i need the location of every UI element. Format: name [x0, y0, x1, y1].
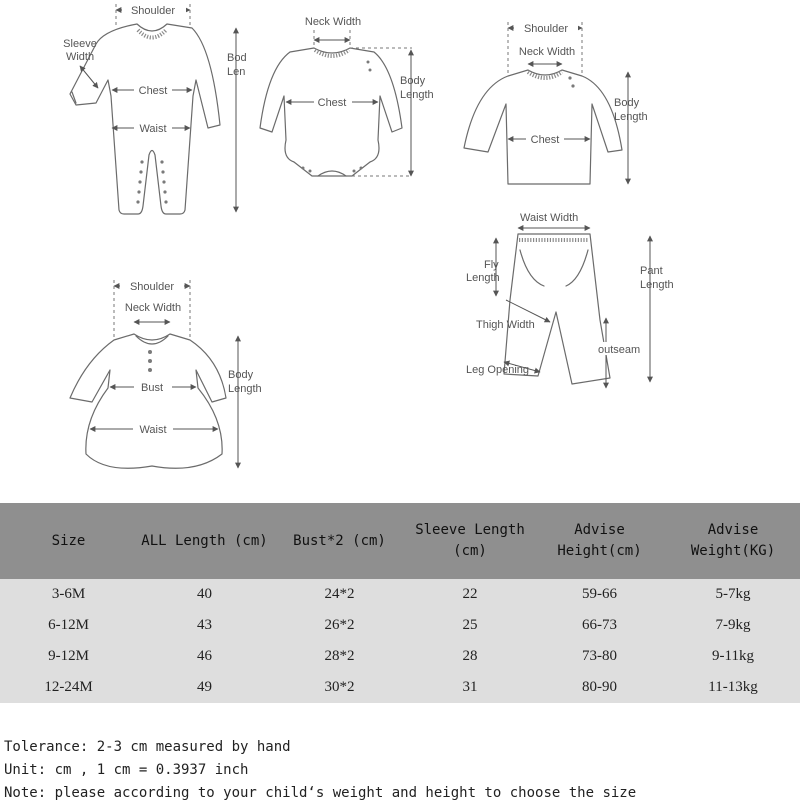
table-header-row: [0, 503, 800, 579]
dress-body-length-label-1: Body: [228, 369, 254, 381]
header-sleeve-length: Sleeve Length (cm): [407, 503, 533, 579]
romper-snaps: [136, 160, 167, 203]
romper-waist-label: Waist: [139, 123, 167, 135]
top-body-length-label-2: Length: [614, 111, 648, 123]
romper-shoulder-label: Shoulder: [130, 5, 176, 17]
header-advise-height: Advise Height(cm): [533, 503, 666, 579]
header-bust: Bust*2 (cm): [272, 503, 407, 579]
pants-thigh-width-label: Thigh Width: [476, 319, 535, 331]
header-all-length: ALL Length (cm): [137, 503, 272, 579]
top-neck-width-label: Neck Width: [518, 46, 576, 58]
pants-fly-length-label-2: Length: [466, 272, 500, 284]
table-cell: 40: [137, 579, 272, 610]
size-note: Note: please according to your child‘s weight and height to choose the size: [4, 785, 637, 801]
bodysuit-body-length-label-1: Body: [400, 75, 426, 87]
table-cell: 6-12M: [0, 610, 137, 641]
top-shoulder-label: Shoulder: [523, 23, 569, 35]
top-diagram: [464, 20, 648, 184]
table-cell: 59-66: [533, 579, 666, 610]
table-cell: 22: [407, 579, 533, 610]
table-cell: 28*2: [272, 641, 407, 672]
header-advise-weight: Advise Weight(KG): [666, 503, 800, 579]
table-cell: 80-90: [533, 672, 666, 703]
table-cell: 30*2: [272, 672, 407, 703]
romper-body-length-label-1: Bod: [227, 52, 247, 64]
pants-leg-opening-label: Leg Opening: [466, 364, 529, 376]
table-cell: 43: [137, 610, 272, 641]
romper-body-length-label-2: Len: [227, 66, 246, 78]
dress-outline: [70, 334, 226, 468]
table-cell: 31: [407, 672, 533, 703]
table-row: [0, 579, 800, 610]
table-row: [0, 610, 800, 641]
tolerance-note: Tolerance: 2-3 cm measured by hand: [4, 739, 291, 755]
table-cell: 7-9kg: [666, 610, 800, 641]
table-cell: 11-13kg: [666, 672, 800, 703]
table-cell: 12-24M: [0, 672, 137, 703]
table-cell: 73-80: [533, 641, 666, 672]
top-outline: [464, 70, 622, 184]
table-cell: 26*2: [272, 610, 407, 641]
pants-pant-length-label-1: Pant: [640, 265, 663, 277]
table-cell: 24*2: [272, 579, 407, 610]
table-cell: 25: [407, 610, 533, 641]
dress-neck-width-label: Neck Width: [124, 302, 182, 314]
table-cell: 5-7kg: [666, 579, 800, 610]
table-row: [0, 672, 800, 703]
romper-sleeve-width-label-1: Sleeve: [63, 38, 97, 50]
pants-pant-length-label-2: Length: [640, 279, 674, 291]
pants-diagram: [466, 212, 674, 388]
bodysuit-body-length-label-2: Length: [400, 89, 434, 101]
top-chest-label: Chest: [530, 134, 560, 146]
table-cell: 46: [137, 641, 272, 672]
unit-note: Unit: cm , 1 cm = 0.3937 inch: [4, 762, 249, 778]
bodysuit-neck-width-label: Neck Width: [304, 16, 362, 28]
pants-outseam-label: outseam: [598, 344, 641, 356]
table-row: [0, 641, 800, 672]
dress-diagram: [70, 278, 262, 468]
size-table: [0, 503, 800, 703]
pants-waist-width-label: Waist Width: [520, 212, 579, 224]
header-size: Size: [0, 503, 137, 579]
dress-shoulder-label: Shoulder: [129, 281, 175, 293]
top-buttons: [568, 76, 574, 87]
romper-diagram: [63, 2, 246, 214]
top-body-length-label-1: Body: [614, 97, 640, 109]
romper-chest-label: Chest: [138, 85, 168, 97]
table-cell: 49: [137, 672, 272, 703]
dress-body-length-label-2: Length: [228, 383, 262, 395]
dress-waist-label: Waist: [139, 424, 167, 436]
dress-buttons: [148, 350, 152, 372]
table-cell: 3-6M: [0, 579, 137, 610]
pants-fly-length-label-1: Fly: [484, 259, 499, 271]
bodysuit-outline: [260, 48, 402, 176]
table-cell: 66-73: [533, 610, 666, 641]
table-cell: 9-12M: [0, 641, 137, 672]
romper-sleeve-width-label-2: Width: [65, 51, 95, 63]
bodysuit-diagram: [260, 16, 434, 176]
table-cell: 9-11kg: [666, 641, 800, 672]
table-cell: 28: [407, 641, 533, 672]
notes: [4, 736, 800, 805]
dress-bust-label: Bust: [140, 382, 164, 394]
bodysuit-chest-label: Chest: [317, 97, 347, 109]
pants-outline: [504, 234, 610, 384]
bodysuit-snaps: [302, 61, 372, 173]
